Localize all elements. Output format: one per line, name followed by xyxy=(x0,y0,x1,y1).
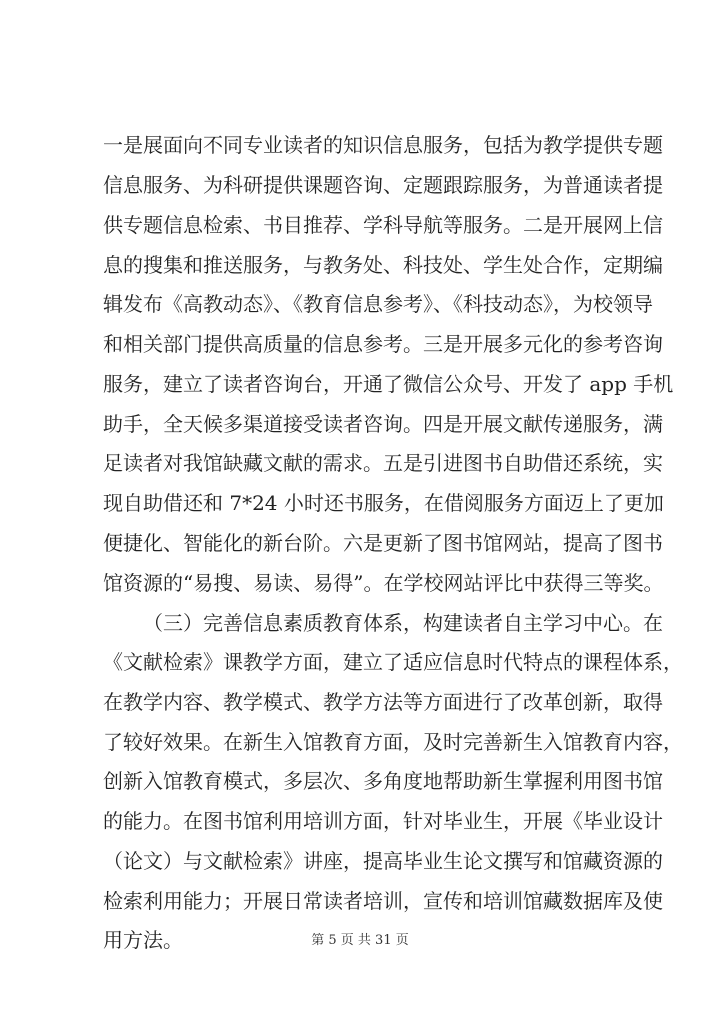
body-line-2: 信息服务、为科研提供课题咨询、定题跟踪服务，为普通读者提 xyxy=(103,173,663,197)
body-line-7: 服务，建立了读者咨询台，开通了微信公众号、开发了 app 手机 xyxy=(103,372,674,396)
body-line-14: 《文献检索》课教学方面，建立了适应信息时代特点的课程体系， xyxy=(103,650,683,674)
body-line-1: 一是展面向不同专业读者的知识信息服务，包括为教学提供专题 xyxy=(103,133,663,157)
body-line-11: 便捷化、智能化的新台阶。六是更新了图书馆网站，提高了图书 xyxy=(103,531,663,555)
body-line-19: （论文）与文献检索》讲座，提高毕业生论文撰写和馆藏资源的 xyxy=(103,849,663,873)
body-line-6: 和相关部门提供高质量的信息参考。三是开展多元化的参考咨询 xyxy=(103,332,663,356)
body-line-3: 供专题信息检索、书目推荐、学科导航等服务。二是开展网上信 xyxy=(103,213,663,237)
body-line-8: 助手，全天候多渠道接受读者咨询。四是开展文献传递服务，满 xyxy=(103,412,663,436)
body-line-10: 现自助借还和 7*24 小时还书服务，在借阅服务方面迈上了更加 xyxy=(103,491,664,515)
body-line-20: 检索利用能力；开展日常读者培训，宣传和培训馆藏数据库及使 xyxy=(103,889,663,913)
body-line-18: 的能力。在图书馆利用培训方面，针对毕业生，开展《毕业设计 xyxy=(103,809,663,833)
body-line-12: 馆资源的“易搜、易读、易得”。在学校网站评比中获得三等奖。 xyxy=(103,571,664,595)
body-line-21: 用方法。 xyxy=(103,928,183,952)
body-line-4: 息的搜集和推送服务，与教务处、科技处、学生处合作，定期编 xyxy=(103,253,663,277)
body-line-9: 足读者对我馆缺藏文献的需求。五是引进图书自助借还系统，实 xyxy=(103,451,663,475)
body-line-16: 了较好效果。在新生入馆教育方面，及时完善新生入馆教育内容， xyxy=(103,730,683,754)
page-number-footer: 第 5 页 共 31 页 xyxy=(311,933,409,948)
body-line-17: 创新入馆教育模式，多层次、多角度地帮助新生掌握利用图书馆 xyxy=(103,769,663,793)
body-line-5: 辑发布《高教动态》、《教育信息参考》、《科技动态》，为校领导 xyxy=(103,292,653,316)
section-heading-line: （三）完善信息素质教育体系，构建读者自主学习中心。在 xyxy=(143,611,663,635)
body-line-15: 在教学内容、教学模式、教学方法等方面进行了改革创新，取得 xyxy=(103,690,663,714)
